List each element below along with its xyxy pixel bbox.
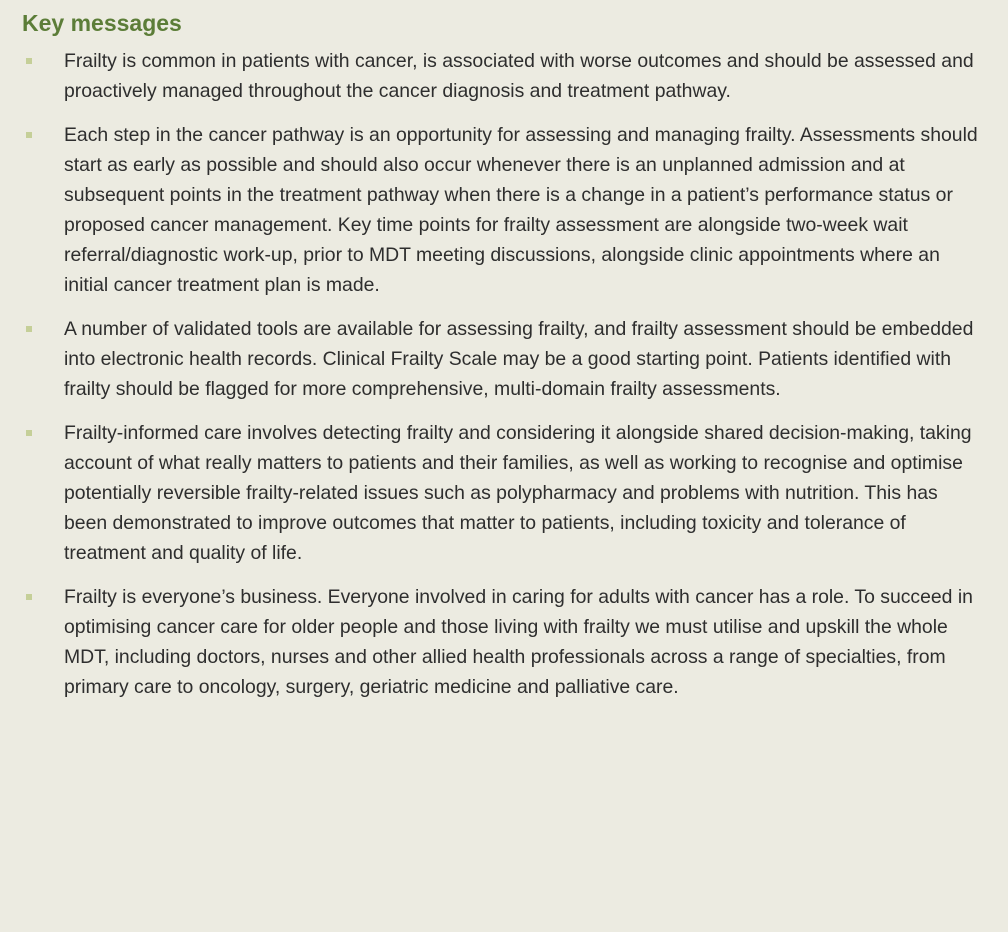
key-messages-list <box>22 46 982 716</box>
square-bullet-icon <box>26 132 32 138</box>
key-message-item <box>22 46 982 120</box>
key-messages-heading: Key messages <box>22 10 182 36</box>
key-message-item <box>22 120 982 314</box>
key-message-text: Frailty is everyone’s business. Everyone involved in caring for adults with cancer has a role. To succeed in optimising cancer care for older people and those living with frailty we must utilise and upskill the whole MDT, including doctors, nurses and other allied health professionals across a range of specialties, from primary care to oncology, surgery, geriatric medicine and palliative care. <box>64 586 973 698</box>
key-message-item <box>22 582 982 716</box>
key-message-item <box>22 314 982 418</box>
key-message-text: Frailty-informed care involves detecting frailty and considering it alongside shared decision-making, taking account of what really matters to patients and their families, as well as working to recognise and optimise potentially reversible frailty-related issues such as polypharmacy and problems with nutrition. This has been demonstrated to improve outcomes that matter to patients, including toxicity and tolerance of treatment and quality of life. <box>64 422 972 564</box>
square-bullet-icon <box>26 430 32 436</box>
key-message-item <box>22 418 982 582</box>
square-bullet-icon <box>26 58 32 64</box>
key-message-text: A number of validated tools are available for assessing frailty, and frailty assessment should be embedded into electronic health records. Clinical Frailty Scale may be a good starting point. Patients identified with frailty should be flagged for more comprehensive, multi-domain frailty assessments. <box>64 318 974 400</box>
key-message-text: Frailty is common in patients with cancer, is associated with worse outcomes and should be assessed and proactively managed throughout the cancer diagnosis and treatment pathway. <box>64 50 974 102</box>
key-message-text: Each step in the cancer pathway is an opportunity for assessing and managing frailty. Assessments should start as early as possible and should also occur whenever there is an unplanned admission and at subsequent points in the treatment pathway when there is a change in a patient’s performance status or proposed cancer management. Key time points for frailty assessment are alongside two-week wait referral/diagnostic work-up, prior to MDT meeting discussions, alongside clinic appointments where an initial cancer treatment plan is made. <box>64 124 978 296</box>
square-bullet-icon <box>26 326 32 332</box>
square-bullet-icon <box>26 594 32 600</box>
